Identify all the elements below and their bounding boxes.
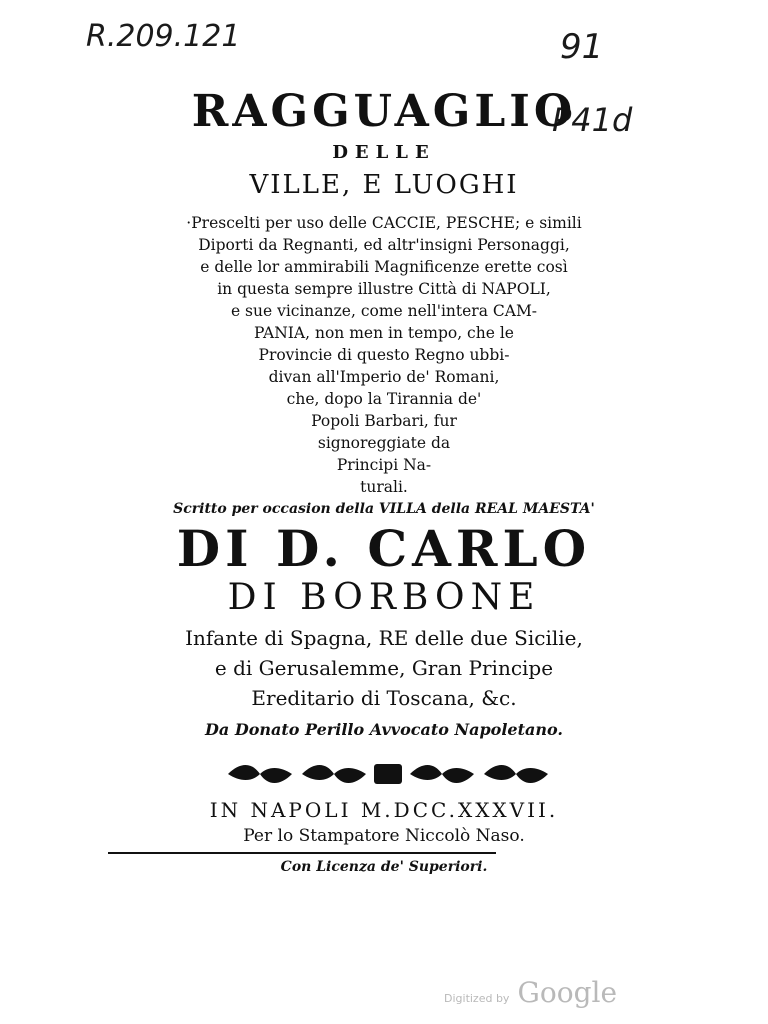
google-watermark (444, 976, 617, 1009)
delle-heading: DELLE (332, 142, 436, 163)
description-line: in questa sempre illustre Città di NAPOLI, (217, 280, 551, 298)
description-line: Diporti da Regnanti, ed altr'insigni Personaggi, (198, 236, 570, 254)
royal-titles-line: e di Gerusalemme, Gran Principe (214, 656, 554, 680)
description-line: turali. (360, 478, 408, 496)
imprint-place-date: IN NAPOLI M.DCC.XXXVII. (209, 798, 559, 822)
king-name-line1: DI D. CARLO (176, 519, 592, 578)
watermark-prefix: Digitized by (444, 992, 510, 1005)
description-line: ·Prescelti per uso delle CACCIE, PESCHE; e simili (186, 214, 582, 232)
description-line: Provincie di questo Regno ubbi- (258, 346, 510, 364)
main-title: RAGGUAGLIO (191, 86, 577, 137)
imprint-license: Con Licenza de' Superiori. (280, 859, 488, 875)
description-line: Popoli Barbari, fur (311, 412, 457, 430)
shelfmark-annotation: R.209.121 (86, 19, 241, 54)
king-name-line2: DI BORBONE (227, 577, 541, 618)
description-line: Principi Na- (336, 456, 432, 474)
subtitle-heading: VILLE, E LUOGHI (249, 170, 519, 200)
catalog-note-annotation: P41d (552, 101, 633, 139)
imprint-rule (108, 852, 496, 854)
folio-number-annotation: 91 (560, 27, 604, 67)
description-line: e delle lor ammirabili Magnificenze erette così (200, 258, 568, 276)
watermark-brand: Google (517, 976, 618, 1009)
description-line: PANIA, non men in tempo, che le (254, 324, 514, 342)
description-line: e sue vicinanze, come nell'intera CAM- (230, 302, 538, 320)
royal-titles-line: Infante di Spagna, RE delle due Sicilie, (185, 626, 583, 650)
royal-titles-line: Ereditario di Toscana, &c. (251, 686, 517, 710)
imprint-printer: Per lo Stampatore Niccolò Naso. (243, 826, 525, 846)
author-line: Da Donato Perillo Avvocato Napoletano. (205, 720, 563, 739)
description-line: signoreggiate da (317, 434, 451, 452)
occasion-line: Scritto per occasion della VILLA della REAL MAESTA' (173, 501, 595, 517)
description-line: divan all'Imperio de' Romani, (268, 368, 500, 386)
printers-ornament (218, 760, 558, 788)
description-line: che, dopo la Tirannia de' (286, 390, 482, 408)
